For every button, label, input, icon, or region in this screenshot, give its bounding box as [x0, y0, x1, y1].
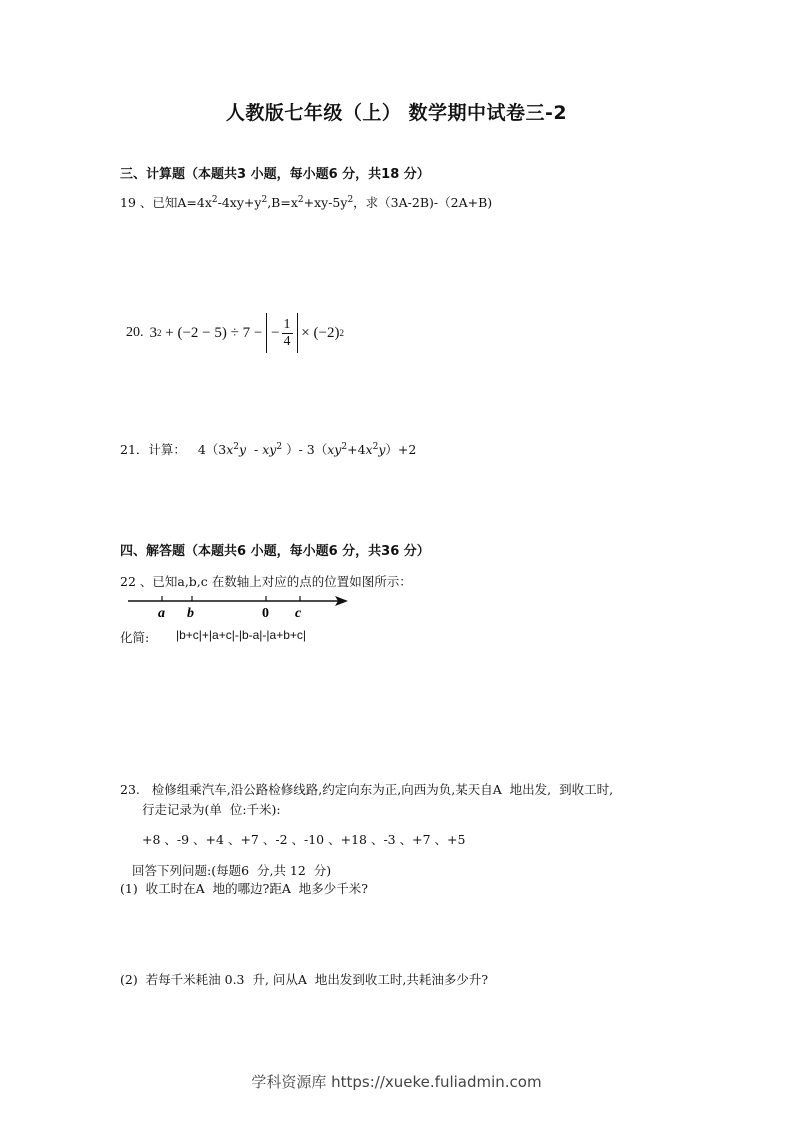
q19-exp4: 2 [347, 194, 354, 205]
q21-exp3: 2 [341, 441, 348, 452]
q21-exp1: 2 [233, 441, 240, 452]
q19-part3: ,B=x [267, 195, 298, 210]
question-23-line1: 23. 检修组乘汽车,沿公路检修线路,约定向东为正,向西为负,某天自A 地出发, 到收工时, [120, 782, 614, 797]
question-22: 22 、已知a,b,c 在数轴上对应的点的位置如图所示： [120, 574, 412, 589]
q20-middle: + (−2 − 5) ÷ 7 − [161, 324, 267, 341]
q19-exp2: 2 [261, 194, 268, 205]
q21-xy: xy [262, 442, 277, 457]
q21-exp2: 2 [276, 441, 283, 452]
q21-middle: ）- 3（ [282, 442, 328, 457]
label-b: b [187, 606, 194, 621]
q21-xy-b: xy [327, 442, 342, 457]
q19-part2: -4xy+y [217, 195, 262, 210]
simplify-label: 化简: [120, 630, 150, 645]
simplify-expression: |b+c|+|a+c|-|b-a|-|a+b+c| [176, 628, 307, 642]
q20-number: 20. [126, 325, 144, 340]
number-line [124, 590, 356, 622]
question-23-line2: 行走记录为(单 位:千米): [142, 802, 281, 817]
section-4-heading: 四、解答题（本题共6 小题，每小题6 分，共36 分） [120, 544, 430, 559]
sub-question-2: (2) 若每千米耗油 0.3 升, 问从A 地出发到收工时,共耗油多少升? [120, 972, 489, 987]
q20-base: 3 [149, 324, 157, 341]
answer-intro: 回答下列问题:(每题6 分,共 12 分) [132, 863, 332, 878]
q21-minus: - [246, 442, 263, 457]
q19-exp1: 2 [211, 194, 218, 205]
travel-records: +8 、-9 、+4 、+7 、-2 、-10 、+18 、-3 、+7 、+5 [142, 832, 466, 847]
label-c: c [295, 606, 302, 621]
page-title: 人教版七年级（上） 数学期中试卷三-2 [225, 102, 568, 124]
question-20: 20. 3 2 + (−2 − 5) ÷ 7 − − $\frac{1}{4}$ × (−2) 2 [126, 312, 344, 354]
footer-watermark: 学科资源库 https://xueke.fuliadmin.com [251, 1073, 542, 1091]
q21-tail: ）+2 [385, 442, 417, 457]
q21-exp4: 2 [372, 441, 379, 452]
q21-y-b: y [378, 442, 386, 457]
q20-absolute-value [266, 313, 297, 353]
question-19 [120, 193, 492, 211]
q19-part5: ，求（3A-2B)-（2A+B) [353, 195, 493, 210]
q19-part1: 19 、已知A=4x [120, 195, 212, 210]
q20-abs-minus: − [271, 324, 280, 341]
q20-numerator: 1 [283, 316, 291, 332]
q21-part1: 21．计算： 4（3 [120, 442, 227, 457]
section-3-heading: 三、计算题（本题共3 小题，每小题6 分，共18 分） [120, 167, 430, 182]
q21-plus4: +4 [347, 442, 366, 457]
q20-tail: × (−2) [297, 324, 340, 341]
q19-exp3: 2 [297, 194, 304, 205]
sub-question-1: (1) 收工时在A 地的哪边?距A 地多少千米? [120, 881, 369, 896]
q20-fraction [282, 317, 293, 350]
q21-y: y [239, 442, 247, 457]
q19-part4: +xy-5y [303, 195, 348, 210]
label-zero: 0 [262, 606, 269, 621]
question-21 [120, 440, 416, 458]
q21-x-b: x [365, 442, 373, 457]
q20-denominator: 4 [283, 333, 291, 349]
label-a: a [158, 606, 165, 621]
q21-x: x [226, 442, 234, 457]
